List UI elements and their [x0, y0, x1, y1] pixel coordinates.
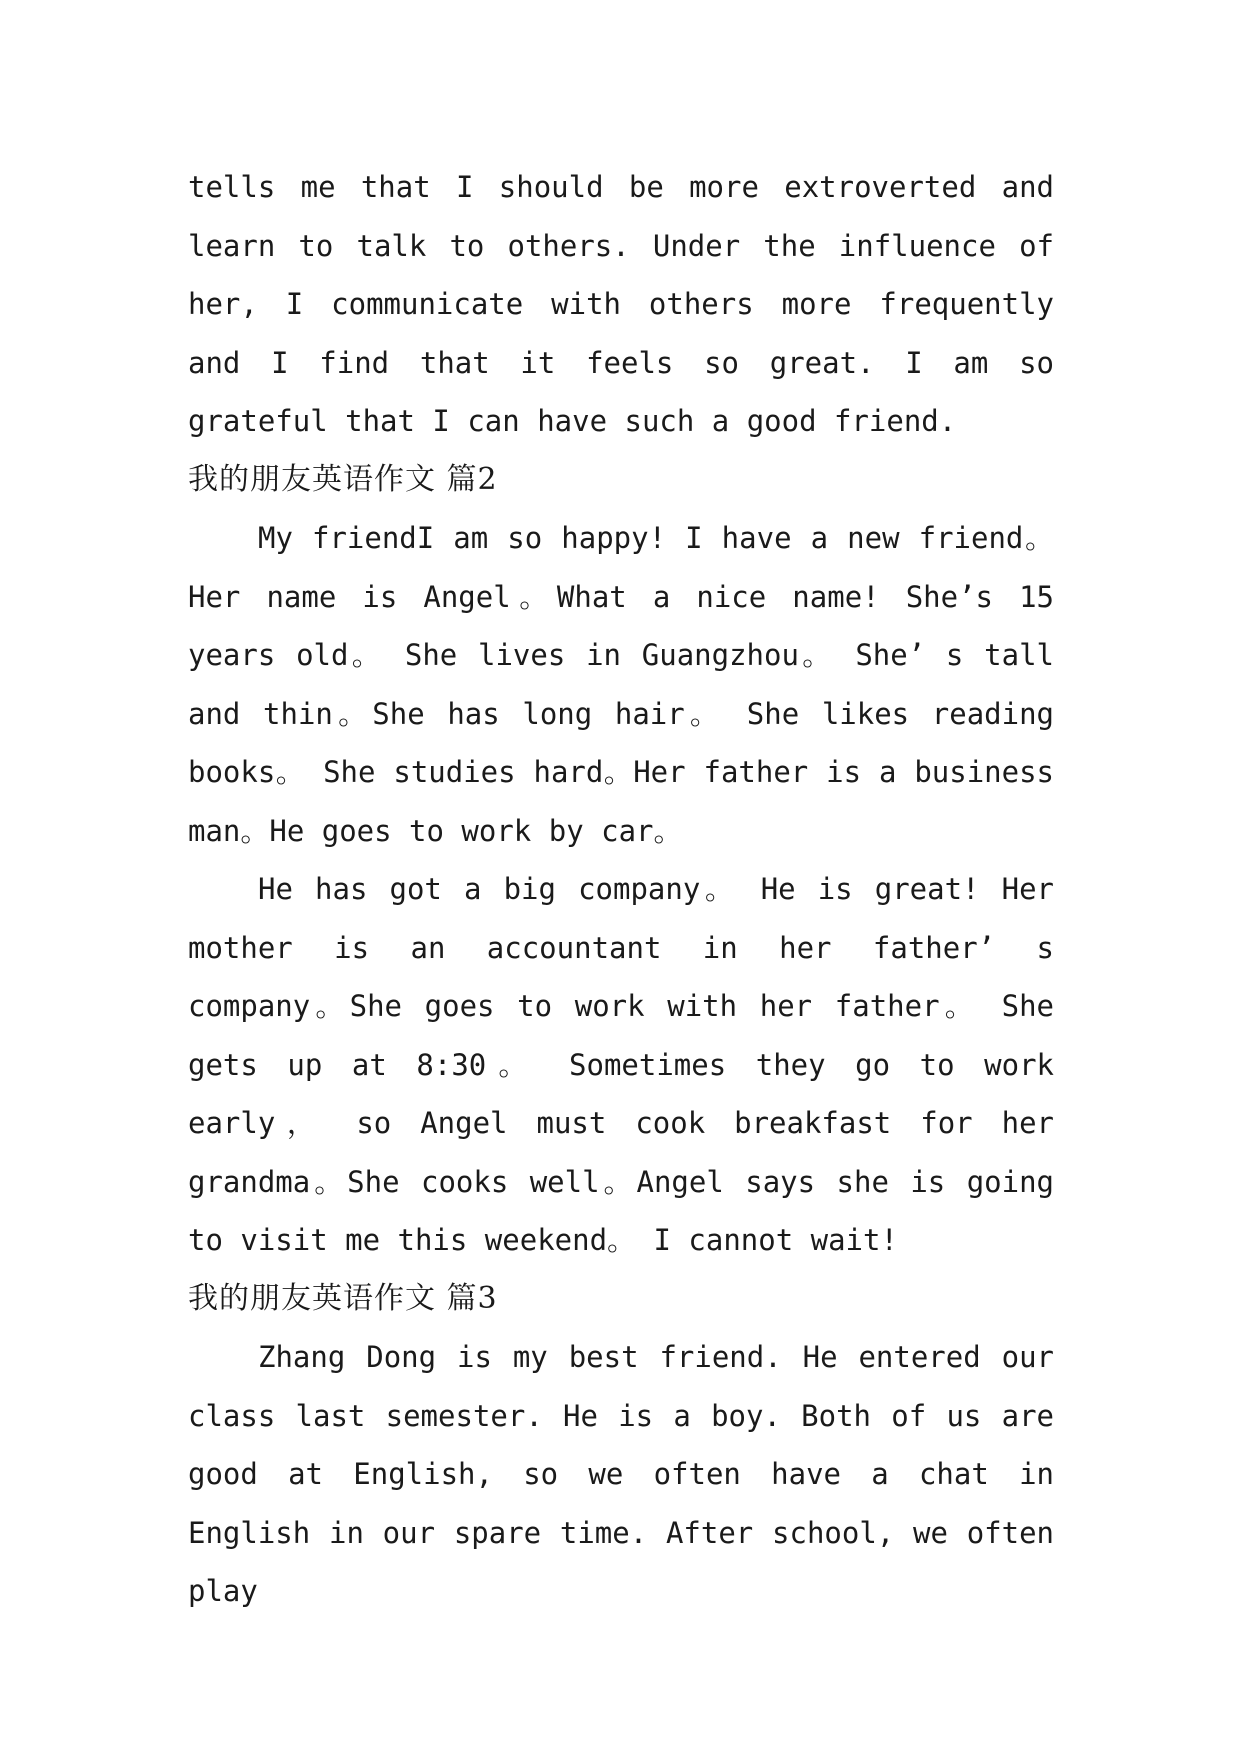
paragraph-zhang-dong: Zhang Dong is my best friend. He entered our class last semester. He is a boy. Both of us are good at English, so we often have a chat in English in our spare time. After school, we often play: [188, 1340, 1054, 1608]
paragraph-angel-family: He has got a big company。 He is great! Her mother is an accountant in her father’ s company。She goes to work with her father。 She gets up at 8:30。 Sometimes they go to work early， so Angel must cook breakfast for her grandma。She cooks well。Angel says she is going to visit me this weekend。 I cannot wait!: [188, 872, 1054, 1257]
paragraph-continuation: tells me that I should be more extroverted and learn to talk to others. Under the influence of her, I communicate with others more frequently and I find that it feels so great. I am so grateful that I can have such a good friend.: [188, 170, 1054, 438]
paragraph-my-friend-angel: My friendI am so happy! I have a new friend。Her name is Angel。What a nice name! She’s 15 years old。 She lives in Guangzhou。 She’ s tall and thin。She has long hair。 She likes reading books。 She studies hard。Her father is a business man。He goes to work by car。: [188, 521, 1054, 848]
document-body: [188, 158, 1054, 1621]
section-heading-2: 我的朋友英语作文 篇2: [188, 461, 498, 497]
section-heading-3: 我的朋友英语作文 篇3: [188, 1280, 498, 1316]
